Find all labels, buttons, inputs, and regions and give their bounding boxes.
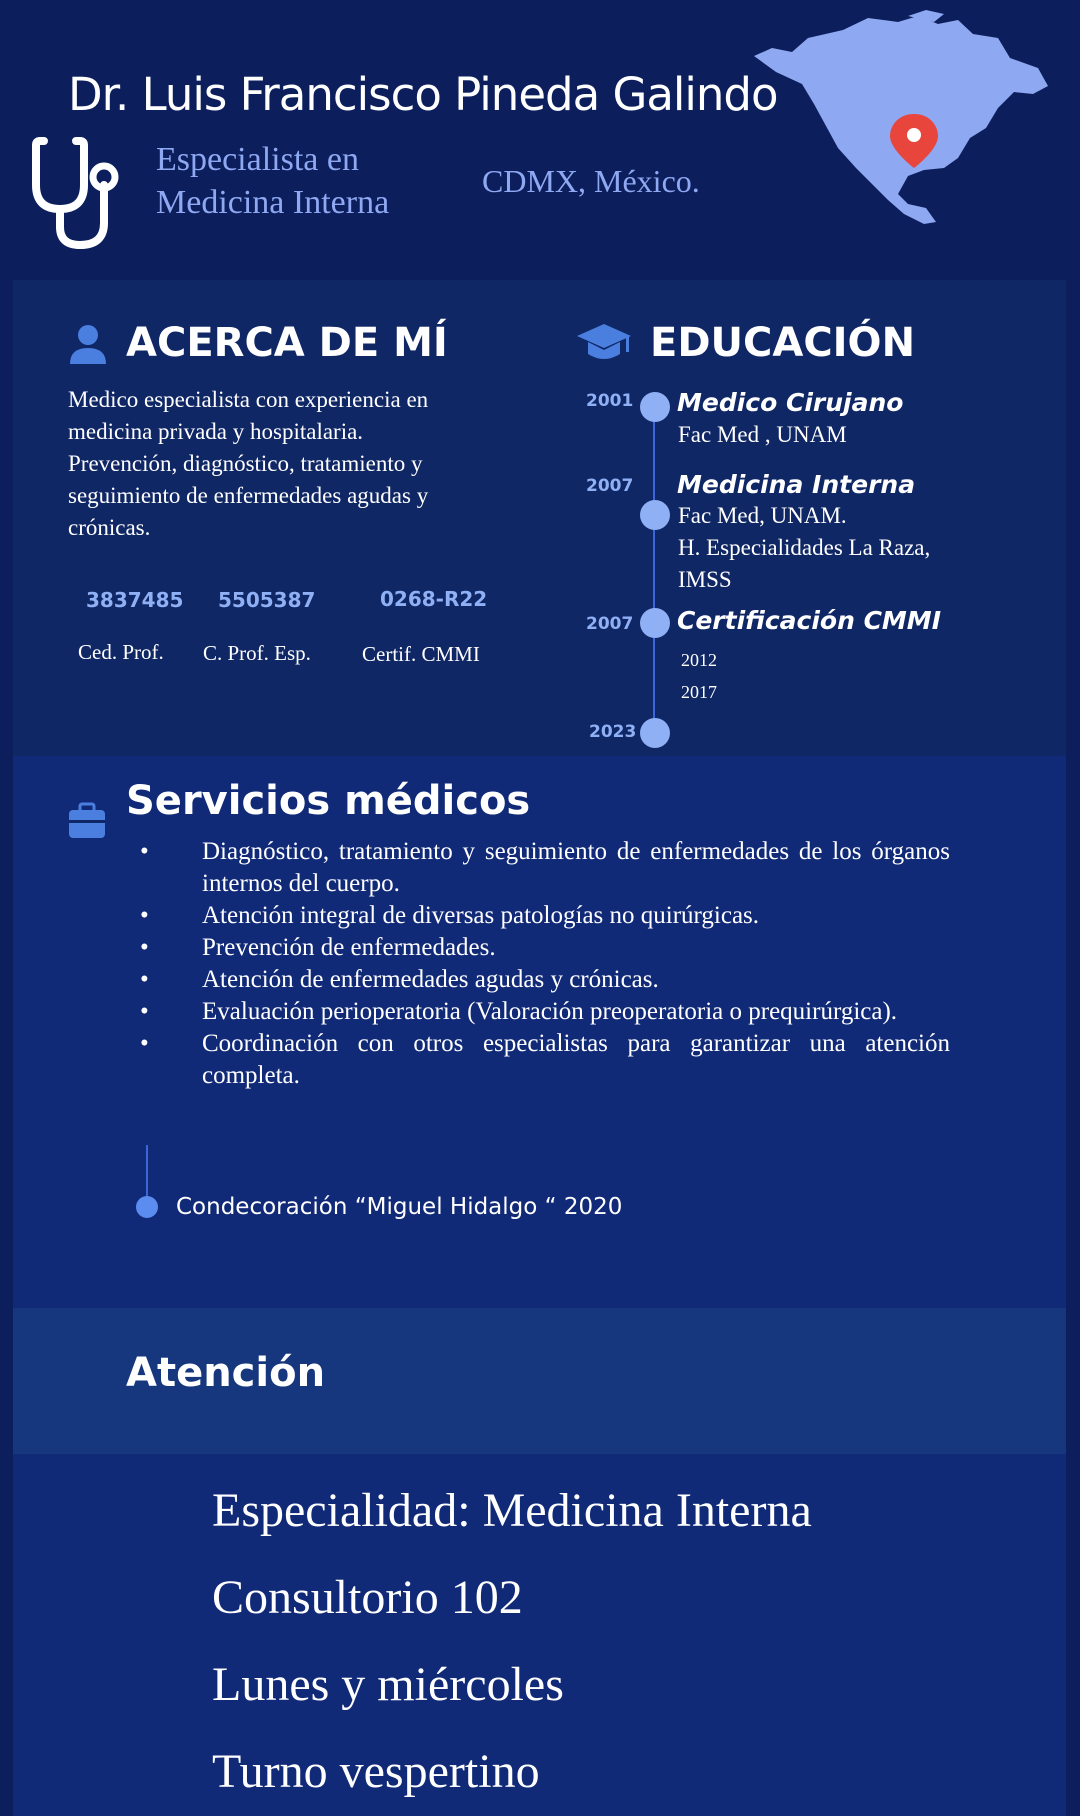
specialty-text: Especialista en Medicina Interna: [156, 141, 390, 221]
doctor-name: Dr. Luis Francisco Pineda Galindo: [68, 68, 778, 121]
edu-title-cirujano: Medico Cirujano: [677, 388, 904, 417]
list-item: • Atención integral de diversas patologías no quirúrgicas.: [140, 900, 950, 932]
cedula-esp-number: 5505387: [218, 588, 316, 612]
list-item: • Diagnóstico, tratamiento y seguimiento de enfermedades de los órganos internos del cuerpo.: [140, 836, 950, 900]
timeline-dot: [640, 500, 670, 530]
attention-line: Especialidad: Medicina Interna: [212, 1484, 812, 1537]
award-line: [146, 1145, 148, 1203]
north-america-map-icon: [748, 8, 1048, 228]
edu-line: H. Especialidades La Raza,: [678, 535, 931, 560]
award-text: Condecoración “Miguel Hidalgo “ 2020: [176, 1194, 623, 1220]
edu-year: 2012: [681, 650, 717, 670]
education-title: EDUCACIÓN: [650, 320, 916, 366]
attention-line: Lunes y miércoles: [212, 1658, 564, 1711]
services-list: [140, 836, 950, 1092]
services-title: Servicios médicos: [126, 778, 531, 824]
timeline-dot: [640, 718, 670, 748]
edu-title-interna: Medicina Interna: [677, 470, 916, 499]
location-text: CDMX, México.: [482, 163, 700, 199]
cedula-number: 3837485: [86, 588, 184, 612]
edu-line: Fac Med, UNAM.: [678, 503, 847, 528]
cedula-esp-label: C. Prof. Esp.: [203, 641, 311, 665]
timeline-year: 2007: [586, 614, 634, 634]
edu-line: Fac Med , UNAM: [678, 422, 847, 447]
cedula-label: Ced. Prof.: [78, 640, 164, 664]
certif-label: Certif. CMMI: [362, 642, 480, 666]
user-icon: [68, 324, 108, 364]
edu-line: IMSS: [678, 567, 732, 592]
timeline-year: 2023: [589, 722, 637, 742]
list-item: • Evaluación perioperatoria (Valoración preoperatoria o prequirúrgica).: [140, 996, 950, 1028]
edu-title-certificacion: Certificación CMMI: [677, 606, 941, 635]
certif-number: 0268-R22: [380, 587, 488, 611]
timeline-dot: [640, 608, 670, 638]
about-title: ACERCA DE MÍ: [126, 320, 448, 366]
graduation-cap-icon: [576, 322, 632, 364]
list-item: • Atención de enfermedades agudas y crónicas.: [140, 964, 950, 996]
edu-year: 2017: [681, 682, 717, 702]
stethoscope-icon: [30, 135, 126, 251]
award-dot: [136, 1196, 158, 1218]
briefcase-icon: [68, 802, 106, 840]
attention-line: Consultorio 102: [212, 1571, 523, 1624]
list-item: • Prevención de enfermedades.: [140, 932, 950, 964]
timeline-year: 2007: [586, 476, 634, 496]
attention-title: Atención: [126, 1350, 326, 1396]
timeline-year: 2001: [586, 391, 634, 411]
timeline-line: [653, 400, 655, 728]
attention-line: Turno vespertino: [212, 1745, 540, 1798]
timeline-dot: [640, 392, 670, 422]
about-text: Medico especialista con experiencia en medicina privada y hospitalaria. Prevención, diagnóstico, tratamiento y seguimiento de enfermedades agudas y crónicas.: [68, 387, 429, 540]
list-item: • Coordinación con otros especialistas para garantizar una atención completa.: [140, 1028, 950, 1092]
